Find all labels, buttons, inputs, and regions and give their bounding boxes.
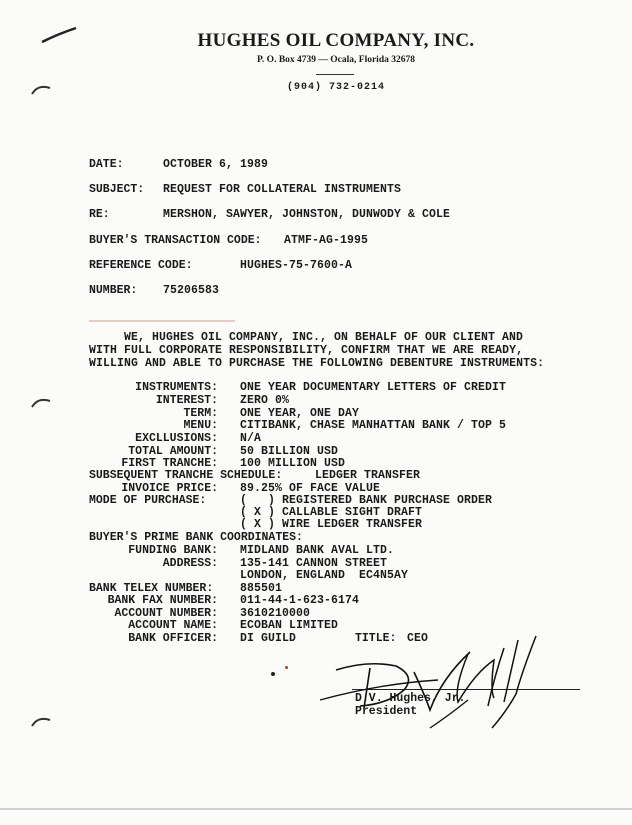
fax-label: BANK FAX NUMBER: xyxy=(107,594,218,607)
bank-coordinates-heading: BUYER'S PRIME BANK COORDINATES: xyxy=(89,531,303,544)
account-name-label: ACCOUNT NAME: xyxy=(128,619,218,632)
reference-code-label: REFERENCE CODE: xyxy=(89,259,193,272)
first-tranche-value: 100 MILLION USD xyxy=(240,457,346,470)
tranche-schedule-value: LEDGER TRANSFER xyxy=(315,469,421,482)
first-tranche-label: FIRST TRANCHE: xyxy=(121,457,218,470)
mode-option-registered: ( ) REGISTERED BANK PURCHASE ORDER xyxy=(240,494,493,507)
number-label: NUMBER: xyxy=(89,284,138,297)
total-amount-label: TOTAL AMOUNT: xyxy=(128,445,218,458)
signatory-title: President xyxy=(355,705,418,718)
red-dot xyxy=(285,666,288,669)
funding-bank-label: FUNDING BANK: xyxy=(128,544,218,557)
account-name-value: ECOBAN LIMITED xyxy=(240,619,339,632)
telex-label: BANK TELEX NUMBER: xyxy=(89,582,214,595)
number-value: 75206583 xyxy=(163,284,220,297)
invoice-price-value: 89.25% OF FACE VALUE xyxy=(240,482,381,495)
mode-option-sight-draft: ( X ) CALLABLE SIGHT DRAFT xyxy=(240,506,423,519)
telex-value: 885501 xyxy=(240,582,283,595)
bank-address-line-2: LONDON, ENGLAND EC4N5AY xyxy=(240,569,409,582)
date-value: OCTOBER 6, 1989 xyxy=(163,158,269,171)
date-label: DATE: xyxy=(89,158,124,171)
body-line-2: WITH FULL CORPORATE RESPONSIBILITY, CONFIRM THAT WE ARE READY, xyxy=(89,344,524,357)
interest-label: INTEREST: xyxy=(155,394,218,407)
officer-title-value: CEO xyxy=(407,632,429,645)
buyer-code-value: ATMF-AG-1995 xyxy=(284,234,369,247)
body-line-1: WE, HUGHES OIL COMPANY, INC., ON BEHALF OF OUR CLIENT AND xyxy=(124,331,524,344)
exclusions-value: N/A xyxy=(240,432,262,445)
ink-dot xyxy=(271,672,275,676)
instruments-label: INSTRUMENTS: xyxy=(135,381,218,394)
body-line-3: WILLING AND ABLE TO PURCHASE THE FOLLOWING DEBENTURE INSTRUMENTS: xyxy=(89,357,545,370)
interest-value: ZERO 0% xyxy=(240,394,290,407)
exclusions-label: EXCLLUSIONS: xyxy=(135,432,218,445)
funding-bank-value: MIDLAND BANK AVAL LTD. xyxy=(240,544,395,557)
faded-underline xyxy=(89,320,235,322)
reference-code-value: HUGHES-75-7600-A xyxy=(240,259,353,272)
total-amount-value: 50 BILLION USD xyxy=(240,445,339,458)
menu-value: CITIBANK, CHASE MANHATTAN BANK / TOP 5 xyxy=(240,419,507,432)
account-number-label: ACCOUNT NUMBER: xyxy=(114,607,218,620)
tranche-schedule-label: SUBSEQUENT TRANCHE SCHEDULE: xyxy=(89,469,283,482)
officer-title-label: TITLE: xyxy=(355,632,397,645)
menu-label: MENU: xyxy=(183,419,218,432)
bank-officer-value: DI GUILD xyxy=(240,632,297,645)
letterhead-rule xyxy=(316,74,354,75)
subject-label: SUBJECT: xyxy=(89,183,145,196)
bottom-edge-shadow xyxy=(0,808,632,810)
company-address: P. O. Box 4739 — Ocala, Florida 32678 xyxy=(257,55,415,65)
term-label: TERM: xyxy=(183,407,218,420)
buyer-code-label: BUYER'S TRANSACTION CODE: xyxy=(89,234,262,247)
bank-address-line-1: 135-141 CANNON STREET xyxy=(240,557,388,570)
company-phone: (904) 732-0214 xyxy=(286,82,385,93)
handwritten-signature xyxy=(318,632,548,732)
account-number-value: 3610210000 xyxy=(240,607,311,620)
company-name: HUGHES OIL COMPANY, INC. xyxy=(197,30,475,51)
hole-punch-mark-3 xyxy=(30,714,54,728)
subject-value: REQUEST FOR COLLATERAL INSTRUMENTS xyxy=(163,183,402,196)
mode-option-wire: ( X ) WIRE LEDGER TRANSFER xyxy=(240,518,423,531)
hole-punch-mark-2 xyxy=(30,395,54,409)
term-value: ONE YEAR, ONE DAY xyxy=(240,407,360,420)
re-label: RE: xyxy=(89,208,110,221)
instruments-value: ONE YEAR DOCUMENTARY LETTERS OF CREDIT xyxy=(240,381,507,394)
bank-address-label: ADDRESS: xyxy=(162,557,218,570)
re-value: MERSHON, SAWYER, JOHNSTON, DUNWODY & COLE xyxy=(163,208,451,221)
fax-value: 011-44-1-623-6174 xyxy=(240,594,360,607)
signatory-name: D.V. Hughes, Jr. xyxy=(355,692,466,705)
bank-officer-label: BANK OFFICER: xyxy=(128,632,218,645)
mode-of-purchase-label: MODE OF PURCHASE: xyxy=(89,494,207,507)
invoice-price-label: INVOICE PRICE: xyxy=(121,482,218,495)
